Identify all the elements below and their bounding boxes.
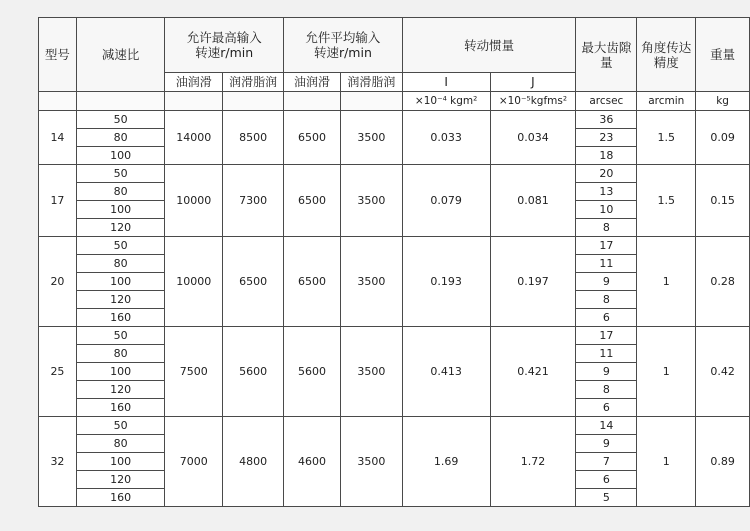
ratio-cell: 100	[76, 201, 165, 219]
avg-speed-grease-cell: 3500	[340, 237, 402, 327]
inertia-J-cell: 0.034	[490, 111, 576, 165]
weight-cell: 0.09	[696, 111, 750, 165]
ratio-cell: 80	[76, 129, 165, 147]
ratio-cell: 80	[76, 345, 165, 363]
table-row	[39, 417, 750, 435]
header-backlash-line1: 最大齿隙	[581, 39, 632, 55]
backlash-cell: 6	[576, 399, 637, 417]
max-speed-oil-cell: 10000	[165, 237, 223, 327]
header-max-speed-line2: 转速r/min	[195, 45, 254, 60]
unit-backlash: arcsec	[576, 92, 637, 111]
blank-cell	[39, 92, 77, 111]
model-cell: 25	[39, 327, 77, 417]
ratio-cell: 160	[76, 399, 165, 417]
avg-speed-grease-cell: 3500	[340, 165, 402, 237]
backlash-cell: 8	[576, 219, 637, 237]
precision-cell: 1.5	[637, 111, 696, 165]
ratio-cell: 100	[76, 273, 165, 291]
model-cell: 32	[39, 417, 77, 507]
header-avg-speed-line1: 允件平均输入	[305, 30, 381, 45]
ratio-cell: 120	[76, 381, 165, 399]
header-precision	[637, 18, 696, 92]
backlash-cell: 13	[576, 183, 637, 201]
header-max-oil: 油润滑	[165, 73, 223, 92]
header-max-speed	[165, 18, 284, 73]
backlash-cell: 23	[576, 129, 637, 147]
table-row	[39, 327, 750, 345]
backlash-cell: 9	[576, 363, 637, 381]
header-max-speed-line1: 允许最高输入	[186, 30, 262, 45]
table-row	[39, 237, 750, 255]
inertia-J-cell: 1.72	[490, 417, 576, 507]
header-backlash	[576, 18, 637, 92]
inertia-J-cell: 0.197	[490, 237, 576, 327]
table-row	[39, 165, 750, 183]
weight-cell: 0.15	[696, 165, 750, 237]
ratio-cell: 50	[76, 327, 165, 345]
header-avg-speed-line2: 转速r/min	[313, 45, 372, 60]
max-speed-grease-cell: 8500	[223, 111, 284, 165]
header-avg-speed	[284, 18, 403, 73]
ratio-cell: 50	[76, 165, 165, 183]
precision-cell: 1	[637, 237, 696, 327]
header-max-grease: 润滑脂润	[223, 73, 284, 92]
spec-sheet	[38, 17, 750, 507]
max-speed-grease-cell: 6500	[223, 237, 284, 327]
inertia-I-cell: 0.193	[402, 237, 490, 327]
inertia-I-cell: 0.033	[402, 111, 490, 165]
ratio-cell: 120	[76, 471, 165, 489]
ratio-cell: 50	[76, 237, 165, 255]
model-cell: 17	[39, 165, 77, 237]
max-speed-oil-cell: 7500	[165, 327, 223, 417]
backlash-cell: 5	[576, 489, 637, 507]
precision-cell: 1	[637, 417, 696, 507]
header-backlash-line2: 量	[600, 54, 613, 70]
precision-cell: 1.5	[637, 165, 696, 237]
unit-precision: arcmin	[637, 92, 696, 111]
ratio-cell: 100	[76, 363, 165, 381]
backlash-cell: 17	[576, 237, 637, 255]
header-avg-oil: 油润滑	[284, 73, 341, 92]
inertia-I-cell: 0.413	[402, 327, 490, 417]
max-speed-oil-cell: 10000	[165, 165, 223, 237]
unit-inertia-I: ×10⁻⁴ kgm²	[402, 92, 490, 111]
ratio-cell: 120	[76, 219, 165, 237]
max-speed-grease-cell: 4800	[223, 417, 284, 507]
backlash-cell: 8	[576, 381, 637, 399]
header-inertia-J: J	[490, 73, 576, 92]
header-row-1	[39, 18, 750, 73]
avg-speed-oil-cell: 4600	[284, 417, 341, 507]
unit-inertia-J: ×10⁻⁵kgfms²	[490, 92, 576, 111]
ratio-cell: 100	[76, 453, 165, 471]
ratio-cell: 50	[76, 417, 165, 435]
avg-speed-oil-cell: 6500	[284, 165, 341, 237]
ratio-cell: 80	[76, 183, 165, 201]
ratio-cell: 120	[76, 291, 165, 309]
backlash-cell: 17	[576, 327, 637, 345]
backlash-cell: 11	[576, 255, 637, 273]
blank-cell	[76, 92, 165, 111]
ratio-cell: 80	[76, 435, 165, 453]
avg-speed-grease-cell: 3500	[340, 327, 402, 417]
ratio-cell: 100	[76, 147, 165, 165]
max-speed-oil-cell: 14000	[165, 111, 223, 165]
blank-cell	[165, 92, 223, 111]
backlash-cell: 14	[576, 417, 637, 435]
ratio-cell: 80	[76, 255, 165, 273]
backlash-cell: 36	[576, 111, 637, 129]
avg-speed-oil-cell: 5600	[284, 327, 341, 417]
backlash-cell: 7	[576, 453, 637, 471]
backlash-cell: 20	[576, 165, 637, 183]
header-avg-grease: 润滑脂润	[340, 73, 402, 92]
backlash-cell: 6	[576, 309, 637, 327]
blank-cell	[284, 92, 341, 111]
avg-speed-grease-cell: 3500	[340, 417, 402, 507]
backlash-cell: 9	[576, 435, 637, 453]
weight-cell: 0.42	[696, 327, 750, 417]
header-precision-line1: 角度传达	[641, 39, 692, 55]
backlash-cell: 10	[576, 201, 637, 219]
blank-cell	[223, 92, 284, 111]
header-weight: 重量	[696, 18, 750, 92]
avg-speed-oil-cell: 6500	[284, 111, 341, 165]
avg-speed-grease-cell: 3500	[340, 111, 402, 165]
backlash-cell: 6	[576, 471, 637, 489]
ratio-cell: 160	[76, 309, 165, 327]
weight-cell: 0.28	[696, 237, 750, 327]
backlash-cell: 11	[576, 345, 637, 363]
max-speed-grease-cell: 5600	[223, 327, 284, 417]
header-model: 型号	[39, 18, 77, 92]
header-inertia: 转动惯量	[402, 18, 576, 73]
spec-table	[38, 17, 750, 507]
max-speed-grease-cell: 7300	[223, 165, 284, 237]
weight-cell: 0.89	[696, 417, 750, 507]
ratio-cell: 50	[76, 111, 165, 129]
unit-weight: kg	[696, 92, 750, 111]
header-inertia-I: I	[402, 73, 490, 92]
inertia-I-cell: 0.079	[402, 165, 490, 237]
backlash-cell: 18	[576, 147, 637, 165]
header-ratio: 减速比	[76, 18, 165, 92]
model-cell: 20	[39, 237, 77, 327]
inertia-J-cell: 0.421	[490, 327, 576, 417]
avg-speed-oil-cell: 6500	[284, 237, 341, 327]
backlash-cell: 8	[576, 291, 637, 309]
precision-cell: 1	[637, 327, 696, 417]
blank-cell	[340, 92, 402, 111]
inertia-J-cell: 0.081	[490, 165, 576, 237]
ratio-cell: 160	[76, 489, 165, 507]
header-precision-line2: 精度	[653, 54, 679, 70]
backlash-cell: 9	[576, 273, 637, 291]
table-row	[39, 111, 750, 129]
inertia-I-cell: 1.69	[402, 417, 490, 507]
header-row-3	[39, 92, 750, 111]
model-cell: 14	[39, 111, 77, 165]
max-speed-oil-cell: 7000	[165, 417, 223, 507]
